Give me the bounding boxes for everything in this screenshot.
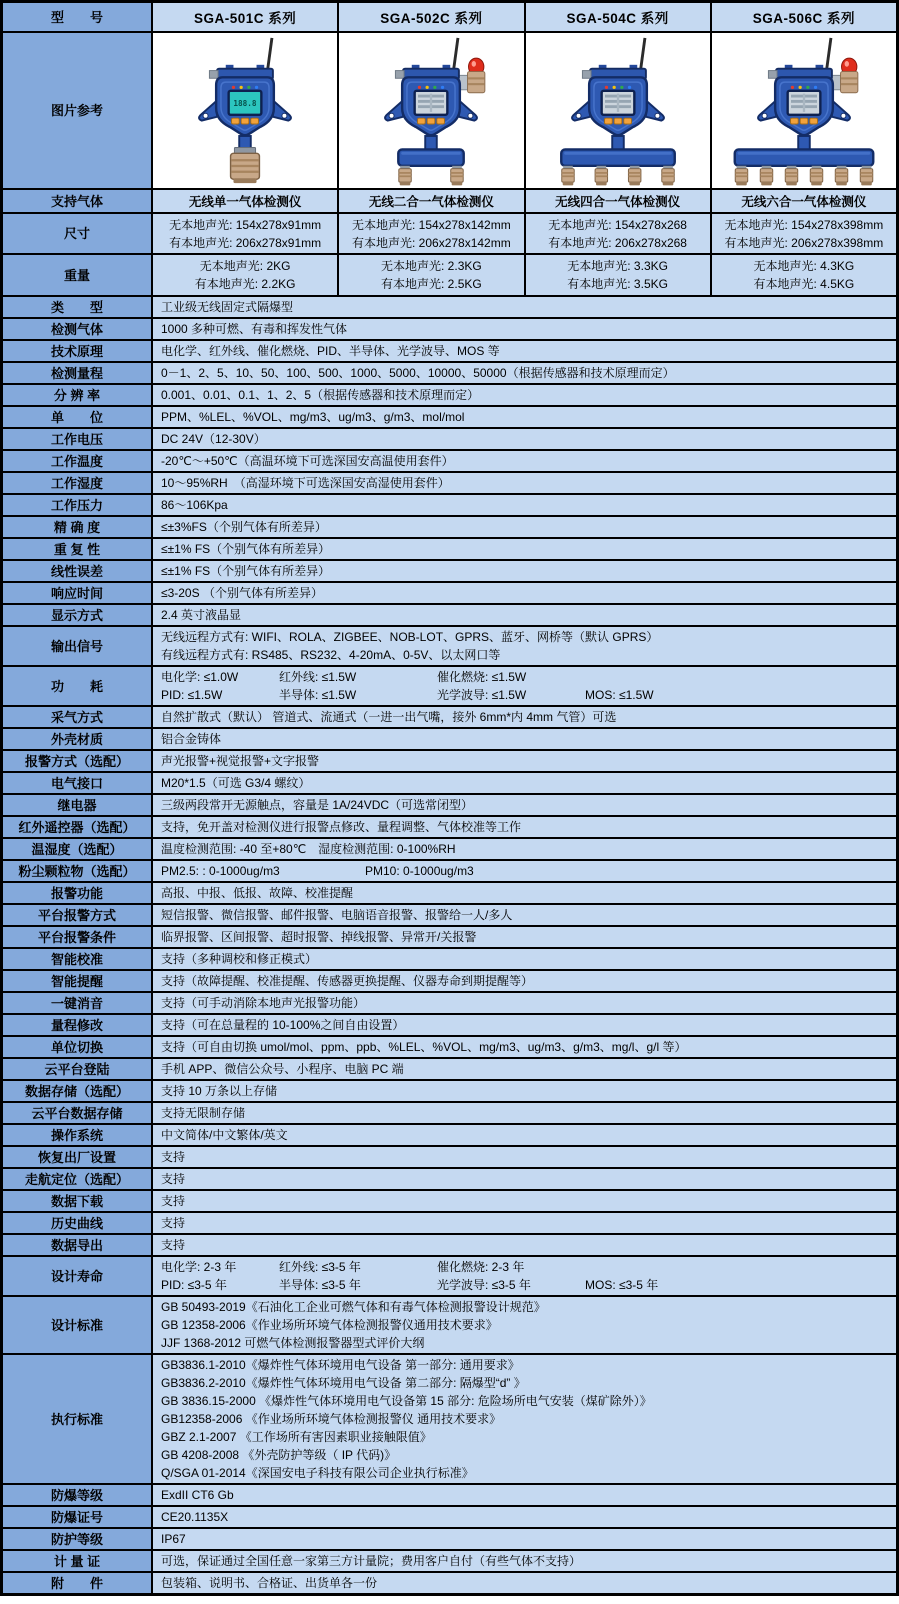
- table-row: [3, 33, 896, 190]
- table-row: [3, 1059, 896, 1081]
- spec-value: 手机 APP、微信公众号、小程序、电脑 PC 端: [153, 1059, 896, 1079]
- model-header-sga504c: SGA-504C 系列: [526, 3, 712, 31]
- table-row: [3, 255, 896, 297]
- spec-label: 工作湿度: [3, 473, 153, 493]
- table-row: [3, 3, 896, 33]
- spec-label: 操作系统: [3, 1125, 153, 1145]
- table-row: [3, 861, 896, 883]
- spec-label: 类 型: [3, 297, 153, 317]
- table-row: [3, 667, 896, 707]
- model-header-sga506c: SGA-506C 系列: [712, 3, 896, 31]
- spec-value: 0－1、2、5、10、50、100、500、1000、5000、10000、50000（根据传感器和技术原理而定）: [153, 363, 896, 383]
- spec-value: 电化学、红外线、催化燃烧、PID、半导体、光学波导、MOS 等: [153, 341, 896, 361]
- table-row: [3, 539, 896, 561]
- table-row: [3, 839, 896, 861]
- spec-label: 防爆证号: [3, 1507, 153, 1527]
- spec-label: 设计寿命: [3, 1257, 153, 1295]
- model-header-sga501c: SGA-501C 系列: [153, 3, 339, 31]
- table-row: [3, 1037, 896, 1059]
- spec-value: 临界报警、区间报警、超时报警、掉线报警、异常开/关报警: [153, 927, 896, 947]
- spec-rows: [3, 297, 896, 1593]
- spec-value: 支持（可手动消除本地声光报警功能）: [153, 993, 896, 1013]
- table-row: [3, 605, 896, 627]
- spec-label: 历史曲线: [3, 1213, 153, 1233]
- table-row: [3, 451, 896, 473]
- table-row: [3, 1355, 896, 1485]
- spec-value: ExdII CT6 Gb: [153, 1485, 896, 1505]
- table-row: [3, 190, 896, 214]
- spec-label: 走航定位（选配）: [3, 1169, 153, 1189]
- spec-value: GB 50493-2019《石油化工企业可燃气体和有毒气体检测报警设计规范》 GB 12358-2006《作业场所环境气体检测报警仪通用技术要求》 JJF 1368-2012 可燃气体检测报警器型式评价大纲: [153, 1297, 896, 1353]
- spec-value: 支持: [153, 1169, 896, 1189]
- svg-text:188.8: 188.8: [233, 99, 257, 109]
- spec-label: 粉尘颗粒物（选配）: [3, 861, 153, 881]
- spec-label: 数据下载: [3, 1191, 153, 1211]
- table-row: [3, 751, 896, 773]
- spec-label: 功 耗: [3, 667, 153, 705]
- spec-value: 可选，保证通过全国任意一家第三方计量院；费用客户自付（有些气体不支持）: [153, 1551, 896, 1571]
- row-label-support-gas: 支持气体: [3, 190, 153, 212]
- table-row: [3, 707, 896, 729]
- row-label-images: 图片参考: [3, 33, 153, 188]
- spec-label: 平台报警方式: [3, 905, 153, 925]
- spec-label: 防护等级: [3, 1529, 153, 1549]
- spec-label: 防爆等级: [3, 1485, 153, 1505]
- spec-value: 10～95%RH （高湿环境下可选深国安高湿使用套件）: [153, 473, 896, 493]
- spec-label: 附 件: [3, 1573, 153, 1593]
- spec-value: 支持: [153, 1213, 896, 1233]
- spec-label: 单 位: [3, 407, 153, 427]
- spec-value: ≤3-20S （个别气体有所差异）: [153, 583, 896, 603]
- table-row: [3, 1147, 896, 1169]
- table-row: [3, 319, 896, 341]
- product-image-cell: [339, 33, 525, 188]
- spec-label: 计 量 证: [3, 1551, 153, 1571]
- spec-value: M20*1.5（可选 G3/4 螺纹）: [153, 773, 896, 793]
- table-row: [3, 341, 896, 363]
- spec-value: 声光报警+视觉报警+文字报警: [153, 751, 896, 771]
- spec-value: 1000 多种可燃、有毒和挥发性气体: [153, 319, 896, 339]
- spec-label: 检测气体: [3, 319, 153, 339]
- table-row: [3, 1257, 896, 1297]
- spec-value: 支持（故障提醒、校准提醒、传感器更换提醒、仪器寿命到期提醒等）: [153, 971, 896, 991]
- spec-value: 支持（可自由切换 umol/mol、ppm、ppb、%LEL、%VOL、mg/m3、ug/m3、g/m3、mg/l、g/l 等）: [153, 1037, 896, 1057]
- table-row: [3, 517, 896, 539]
- table-row: [3, 1529, 896, 1551]
- weight-value: 无本地声光: 2.3KG 有本地声光: 2.5KG: [339, 255, 525, 295]
- table-row: [3, 1235, 896, 1257]
- table-row: [3, 1213, 896, 1235]
- product-images: [153, 33, 896, 188]
- spec-label: 量程修改: [3, 1015, 153, 1035]
- spec-value: 无线远程方式有: WIFI、ROLA、ZIGBEE、NOB-LOT、GPRS、蓝牙、网桥等（默认 GPRS） 有线远程方式有: RS485、RS232、4-20mA、0-5V、以太网口等: [153, 627, 896, 665]
- spec-label: 采气方式: [3, 707, 153, 727]
- table-row: [3, 627, 896, 667]
- table-row: [3, 1015, 896, 1037]
- gas-detector-4in1-icon: [543, 35, 693, 186]
- support-gas-value: 无线二合一气体检测仪: [339, 190, 525, 212]
- spec-label: 重 复 性: [3, 539, 153, 559]
- spec-label: 电气接口: [3, 773, 153, 793]
- spec-label: 平台报警条件: [3, 927, 153, 947]
- product-image-cell: [712, 33, 896, 188]
- spec-value: 支持: [153, 1235, 896, 1255]
- spec-label: 云平台数据存储: [3, 1103, 153, 1123]
- weight-value: 无本地声光: 3.3KG 有本地声光: 3.5KG: [526, 255, 712, 295]
- spec-value: 支持（可在总量程的 10-100%之间自由设置）: [153, 1015, 896, 1035]
- product-image-cell: [526, 33, 712, 188]
- spec-label: 线性误差: [3, 561, 153, 581]
- table-row: [3, 1191, 896, 1213]
- spec-label: 报警功能: [3, 883, 153, 903]
- spec-value: 支持: [153, 1147, 896, 1167]
- spec-value: 电化学: 2-3 年 红外线: ≤3-5 年 催化燃烧: 2-3 年 PID: ≤3-5 年 半导体: ≤3-5 年 光学波导: ≤3-5 年 MOS: ≤3-5 年: [153, 1257, 896, 1295]
- spec-label: 设计标准: [3, 1297, 153, 1353]
- table-row: [3, 927, 896, 949]
- spec-value: CE20.1135X: [153, 1507, 896, 1527]
- gas-detector-2in1-icon: [356, 35, 506, 186]
- spec-value: 86～106Kpa: [153, 495, 896, 515]
- spec-value: 支持（多种调校和修正模式）: [153, 949, 896, 969]
- model-header-sga502c: SGA-502C 系列: [339, 3, 525, 31]
- spec-value: 自然扩散式（默认） 管道式、流通式（一进一出气嘴，接外 6mm*内 4mm 气管）可选: [153, 707, 896, 727]
- support-gas-value: 无线四合一气体检测仪: [526, 190, 712, 212]
- spec-label: 智能校准: [3, 949, 153, 969]
- table-row: [3, 385, 896, 407]
- table-row: [3, 905, 896, 927]
- spec-label: 数据导出: [3, 1235, 153, 1255]
- row-label-weight: 重量: [3, 255, 153, 295]
- gas-detector-single-icon: [170, 35, 320, 186]
- spec-label: 恢复出厂设置: [3, 1147, 153, 1167]
- spec-label: 数据存储（选配）: [3, 1081, 153, 1101]
- dimension-value: 无本地声光: 154x278x268 有本地声光: 206x278x268: [526, 214, 712, 253]
- table-row: [3, 214, 896, 255]
- row-label-dimensions: 尺寸: [3, 214, 153, 253]
- spec-value: 短信报警、微信报警、邮件报警、电脑语音报警、报警给一人/多人: [153, 905, 896, 925]
- support-gas-value: 无线六合一气体检测仪: [712, 190, 896, 212]
- table-row: [3, 1573, 896, 1593]
- table-row: [3, 495, 896, 517]
- spec-value: 中文简体/中文繁体/英文: [153, 1125, 896, 1145]
- spec-label: 单位切换: [3, 1037, 153, 1057]
- spec-value: 支持无限制存储: [153, 1103, 896, 1123]
- spec-value: 2.4 英寸液晶显: [153, 605, 896, 625]
- spec-value: ≤±1% FS（个别气体有所差异）: [153, 561, 896, 581]
- spec-label: 输出信号: [3, 627, 153, 665]
- table-row: [3, 1125, 896, 1147]
- table-row: [3, 1297, 896, 1355]
- table-row: [3, 429, 896, 451]
- table-row: [3, 993, 896, 1015]
- spec-label: 检测量程: [3, 363, 153, 383]
- spec-label: 红外遥控器（选配）: [3, 817, 153, 837]
- table-row: [3, 949, 896, 971]
- table-row: [3, 817, 896, 839]
- spec-label: 技术原理: [3, 341, 153, 361]
- spec-value: 包装箱、说明书、合格证、出货单各一份: [153, 1573, 896, 1593]
- spec-value: -20℃～+50℃（高温环境下可选深国安高温使用套件）: [153, 451, 896, 471]
- spec-value: ≤±1% FS（个别气体有所差异）: [153, 539, 896, 559]
- table-row: [3, 1551, 896, 1573]
- table-row: [3, 561, 896, 583]
- table-row: [3, 773, 896, 795]
- spec-value: 铝合金铸体: [153, 729, 896, 749]
- table-row: [3, 583, 896, 605]
- table-row: [3, 971, 896, 993]
- table-row: [3, 795, 896, 817]
- spec-label: 继电器: [3, 795, 153, 815]
- product-image-cell: [153, 33, 339, 188]
- table-row: [3, 363, 896, 385]
- table-row: [3, 1507, 896, 1529]
- spec-value: PM2.5: : 0-1000ug/m3 PM10: 0-1000ug/m3: [153, 861, 896, 881]
- spec-value: 温度检测范围: -40 至+80℃ 湿度检测范围: 0-100%RH: [153, 839, 896, 859]
- dimension-value: 无本地声光: 154x278x142mm 有本地声光: 206x278x142mm: [339, 214, 525, 253]
- spec-value: ≤±3%FS（个别气体有所差异）: [153, 517, 896, 537]
- table-row: [3, 407, 896, 429]
- spec-label: 智能提醒: [3, 971, 153, 991]
- spec-value: GB3836.1-2010《爆炸性气体环境用电气设备 第一部分: 通用要求》 GB3836.2-2010《爆炸性气体环境用电气设备 第二部分: 隔爆型“d” 》 GB 3836.15-2000 《爆炸性气体环境用电气设备第 15 部分: 危险场所电气安装（煤矿除外）》 GB12358-2006 《作业场所环境气体检测报警仪 通用技术要求》 GBZ 2.1-2007 《工作场所有害因素职业接触限值》 GB 4208-2008 《外壳防护等级（ IP 代码)》 Q/SGA 01-2014《深国安电子科技有限公司企业执行标准》: [153, 1355, 896, 1483]
- table-row: [3, 883, 896, 905]
- spec-label: 工作压力: [3, 495, 153, 515]
- table-row: [3, 1485, 896, 1507]
- spec-value: PPM、%LEL、%VOL、mg/m3、ug/m3、g/m3、mol/mol: [153, 407, 896, 427]
- table-row: [3, 729, 896, 751]
- table-row: [3, 297, 896, 319]
- spec-label: 分 辨 率: [3, 385, 153, 405]
- spec-label: 云平台登陆: [3, 1059, 153, 1079]
- spec-value: 支持，免开盖对检测仪进行报警点修改、量程调整、气体校准等工作: [153, 817, 896, 837]
- spec-value: IP67: [153, 1529, 896, 1549]
- spec-value: 三级两段常开无源触点，容量是 1A/24VDC（可选常闭型）: [153, 795, 896, 815]
- spec-value: 电化学: ≤1.0W 红外线: ≤1.5W 催化燃烧: ≤1.5W PID: ≤1.5W 半导体: ≤1.5W 光学波导: ≤1.5W MOS: ≤1.5W: [153, 667, 896, 705]
- spec-value: 支持: [153, 1191, 896, 1211]
- weight-value: 无本地声光: 4.3KG 有本地声光: 4.5KG: [712, 255, 896, 295]
- gas-detector-6in1-icon: [729, 35, 879, 186]
- table-row: [3, 1169, 896, 1191]
- spec-value: 0.001、0.01、0.1、1、2、5（根据传感器和技术原理而定）: [153, 385, 896, 405]
- spec-label: 工作电压: [3, 429, 153, 449]
- support-gas-value: 无线单一气体检测仪: [153, 190, 339, 212]
- spec-label: 显示方式: [3, 605, 153, 625]
- dimension-value: 无本地声光: 154x278x91mm 有本地声光: 206x278x91mm: [153, 214, 339, 253]
- row-label-model: 型 号: [3, 3, 153, 31]
- table-row: [3, 1103, 896, 1125]
- spec-label: 温湿度（选配）: [3, 839, 153, 859]
- weight-value: 无本地声光: 2KG 有本地声光: 2.2KG: [153, 255, 339, 295]
- spec-value: 支持 10 万条以上存储: [153, 1081, 896, 1101]
- spec-label: 响应时间: [3, 583, 153, 603]
- dimension-value: 无本地声光: 154x278x398mm 有本地声光: 206x278x398mm: [712, 214, 896, 253]
- table-row: [3, 1081, 896, 1103]
- spec-label: 报警方式（选配）: [3, 751, 153, 771]
- spec-label: 工作温度: [3, 451, 153, 471]
- spec-value: DC 24V（12-30V）: [153, 429, 896, 449]
- spec-label: 执行标准: [3, 1355, 153, 1483]
- spec-label: 一键消音: [3, 993, 153, 1013]
- spec-value: 工业级无线固定式隔爆型: [153, 297, 896, 317]
- table-row: [3, 473, 896, 495]
- spec-label: 外壳材质: [3, 729, 153, 749]
- spec-value: 高报、中报、低报、故障、校准提醒: [153, 883, 896, 903]
- spec-label: 精 确 度: [3, 517, 153, 537]
